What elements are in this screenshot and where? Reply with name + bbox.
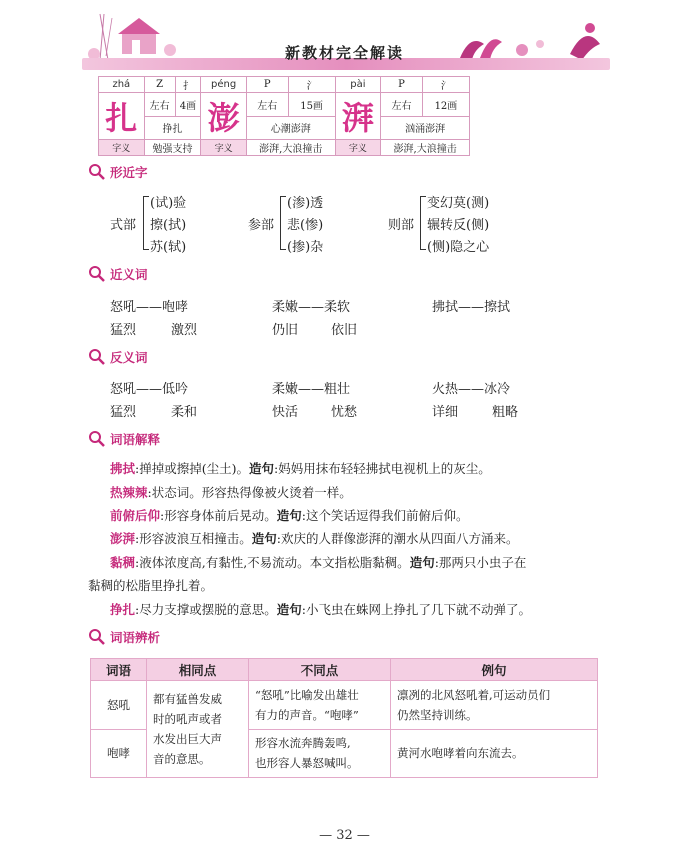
- similarity-line: 水发出巨大声: [153, 732, 222, 746]
- definition-line: [110, 529, 518, 547]
- example-sentence: :小飞虫在蛛网上挣扎了几下就不动弹了。: [301, 602, 531, 617]
- definition-line: [110, 600, 531, 618]
- synonym-pair: 柔嫩——柔软: [272, 300, 351, 315]
- example-label: 造句: [248, 461, 274, 476]
- example-label: 造句: [409, 555, 435, 570]
- definition: :形容波浪互相撞击。: [135, 531, 252, 546]
- column-header: 不同点: [249, 659, 391, 681]
- group-label: 式部: [110, 218, 137, 233]
- section-xingjin-header: [88, 163, 148, 181]
- definition-line: [110, 506, 468, 524]
- definition-line: [110, 553, 526, 571]
- structure-cell: 左右: [246, 93, 288, 117]
- section-bianxi-header: [88, 628, 160, 646]
- antonym-word: 忧愁: [331, 405, 358, 420]
- brace: [420, 196, 426, 250]
- section-title: 形近字: [110, 165, 148, 180]
- column-header: 例句: [391, 659, 598, 681]
- column-header: 相同点: [147, 659, 249, 681]
- character-table: [98, 76, 470, 156]
- example-line: 仍然坚持训练。: [397, 707, 478, 722]
- strokes-cell: 12画: [422, 93, 469, 117]
- definition: :形容身体前后晃动。: [160, 508, 277, 523]
- brace: [280, 196, 286, 250]
- antonym-pair: 怒吼——低吟: [110, 382, 189, 397]
- term: 热辣辣: [110, 485, 148, 500]
- structure-cell: 左右: [381, 93, 423, 117]
- strokes-cell: 4画: [175, 93, 201, 117]
- section-title: 反义词: [110, 350, 148, 365]
- group-item: 苏(轼): [150, 240, 187, 255]
- term: 前俯后仰: [110, 508, 161, 523]
- character-cell: 扎: [99, 93, 145, 140]
- group-item: 擦(拭): [150, 218, 187, 233]
- similarity-line: 都有猛兽发威: [153, 692, 222, 706]
- word-cell: 汹涌澎湃: [381, 116, 470, 140]
- radical-cell: 扌: [175, 77, 201, 93]
- similarity-line: 时的吼声或者: [153, 712, 222, 726]
- example-line: 黄河水咆哮着向东流去。: [397, 746, 524, 761]
- word-cell: 怒吼: [91, 681, 147, 730]
- strokes-cell: 15画: [288, 93, 335, 117]
- definition: :状态词。形容热得像被火烫着一样。: [147, 485, 352, 500]
- group-item: 辗转反(侧): [427, 218, 490, 233]
- group-item: (恻)隐之心: [427, 240, 490, 255]
- section-jieshi-header: [88, 430, 160, 448]
- radical-cell: 氵: [422, 77, 469, 93]
- page-header: [0, 0, 689, 72]
- difference-line: 也形容人暴怒喊叫。: [255, 756, 359, 771]
- synonym-word: 仍旧: [272, 323, 299, 338]
- meaning-cell: 澎湃,大浪撞击: [246, 140, 335, 156]
- magnifier-icon: [88, 430, 106, 448]
- example-cell: [391, 729, 598, 778]
- pinyin-cell: pài: [335, 77, 381, 93]
- antonym-pair: 火热——冰冷: [432, 382, 511, 397]
- page-number: — 32 —: [319, 828, 370, 843]
- example-label: 造句: [276, 602, 302, 617]
- brace: [143, 196, 149, 250]
- difference-line: 形容水流奔腾轰鸣,: [255, 736, 351, 751]
- example-sentence: :这个笑话逗得我们前俯后仰。: [301, 508, 469, 523]
- group-label: 则部: [388, 218, 415, 233]
- column-header: 词语: [91, 659, 147, 681]
- difference-cell: [249, 681, 391, 730]
- magnifier-icon: [88, 348, 106, 366]
- group-item: 悲(惨): [287, 218, 324, 233]
- group-item: (掺)杂: [287, 240, 324, 255]
- section-title: 词语解释: [110, 432, 161, 447]
- synonym-word: 依旧: [331, 323, 358, 338]
- definition: :掸掉或擦掉(尘土)。: [135, 461, 249, 476]
- character-cell: 澎: [201, 93, 247, 140]
- difference-line: “怒吼”比喻发出雄壮: [255, 687, 359, 702]
- radical-cell: 氵: [288, 77, 335, 93]
- group-item: 变幻莫(测): [427, 196, 490, 211]
- term: 澎湃: [110, 531, 136, 546]
- antonym-word: 快活: [272, 405, 299, 420]
- pinyin-cell: péng: [201, 77, 247, 93]
- definition-line: [110, 459, 491, 477]
- section-title: 近义词: [110, 267, 148, 282]
- pinyin-cell: zhá: [99, 77, 145, 93]
- group-item: (试)验: [150, 196, 187, 211]
- definition: :尽力支撑或摆脱的意思。: [135, 602, 277, 617]
- word-cell: 心潮澎湃: [246, 116, 335, 140]
- difference-line: 有力的声音。“咆哮”: [255, 707, 359, 722]
- section-jinyi-header: [88, 265, 148, 283]
- group-item: (渗)透: [287, 196, 324, 211]
- group-label: 参部: [248, 218, 275, 233]
- example-line: 凛冽的北风怒吼着,可运动员们: [397, 687, 551, 702]
- antonym-pair: 柔嫩——粗壮: [272, 382, 351, 397]
- definition: :液体浓度高,有黏性,不易流动。本文指松脂黏稠。: [135, 555, 410, 570]
- structure-cell: 左右: [144, 93, 175, 117]
- meaning-cell: 澎湃,大浪撞击: [381, 140, 470, 156]
- definition-continuation: 黏稠的松脂里挣扎着。: [88, 578, 214, 593]
- synonym-word: 激烈: [171, 323, 198, 338]
- example-label: 造句: [276, 508, 302, 523]
- example-cell: [391, 681, 598, 730]
- meaning-label-cell: 字义: [335, 140, 381, 156]
- similarity-cell: [147, 681, 249, 778]
- antonym-word: 柔和: [171, 405, 198, 420]
- synonym-pair: 怒吼——咆哮: [110, 300, 189, 315]
- synonym-pair: 拂拭——擦拭: [432, 300, 511, 315]
- similarity-line: 音的意思。: [153, 752, 211, 766]
- antonym-word: 粗略: [492, 405, 519, 420]
- word-cell: 咆哮: [91, 729, 147, 778]
- term: 拂拭: [110, 461, 136, 476]
- section-title: 词语辨析: [110, 630, 161, 645]
- term: 黏稠: [110, 555, 136, 570]
- book-title: 新教材完全解读: [284, 44, 404, 62]
- radical-label-cell: P: [246, 77, 288, 93]
- example-label: 造句: [251, 531, 277, 546]
- antonym-word: 猛烈: [110, 405, 137, 420]
- example-sentence: :妈妈用抹布轻轻拂拭电视机上的灰尘。: [274, 461, 491, 476]
- synonym-word: 猛烈: [110, 323, 137, 338]
- section-fanyi-header: [88, 348, 148, 366]
- magnifier-icon: [88, 265, 106, 283]
- definition-line: [110, 483, 352, 501]
- example-sentence: :欢庆的人群像澎湃的潮水从四面八方涌来。: [276, 531, 519, 546]
- magnifier-icon: [88, 163, 106, 181]
- radical-label-cell: Z: [144, 77, 175, 93]
- meaning-label-cell: 字义: [201, 140, 247, 156]
- character-cell: 湃: [335, 93, 381, 140]
- radical-label-cell: P: [381, 77, 423, 93]
- antonym-word: 详细: [432, 405, 459, 420]
- word-cell: 挣扎: [144, 116, 201, 140]
- meaning-cell: 勉强支持: [144, 140, 201, 156]
- term: 挣扎: [110, 602, 136, 617]
- magnifier-icon: [88, 628, 106, 646]
- difference-cell: [249, 729, 391, 778]
- meaning-label-cell: 字义: [99, 140, 145, 156]
- comparison-table: [90, 658, 598, 778]
- example-sentence: :那两只小虫子在: [434, 555, 527, 570]
